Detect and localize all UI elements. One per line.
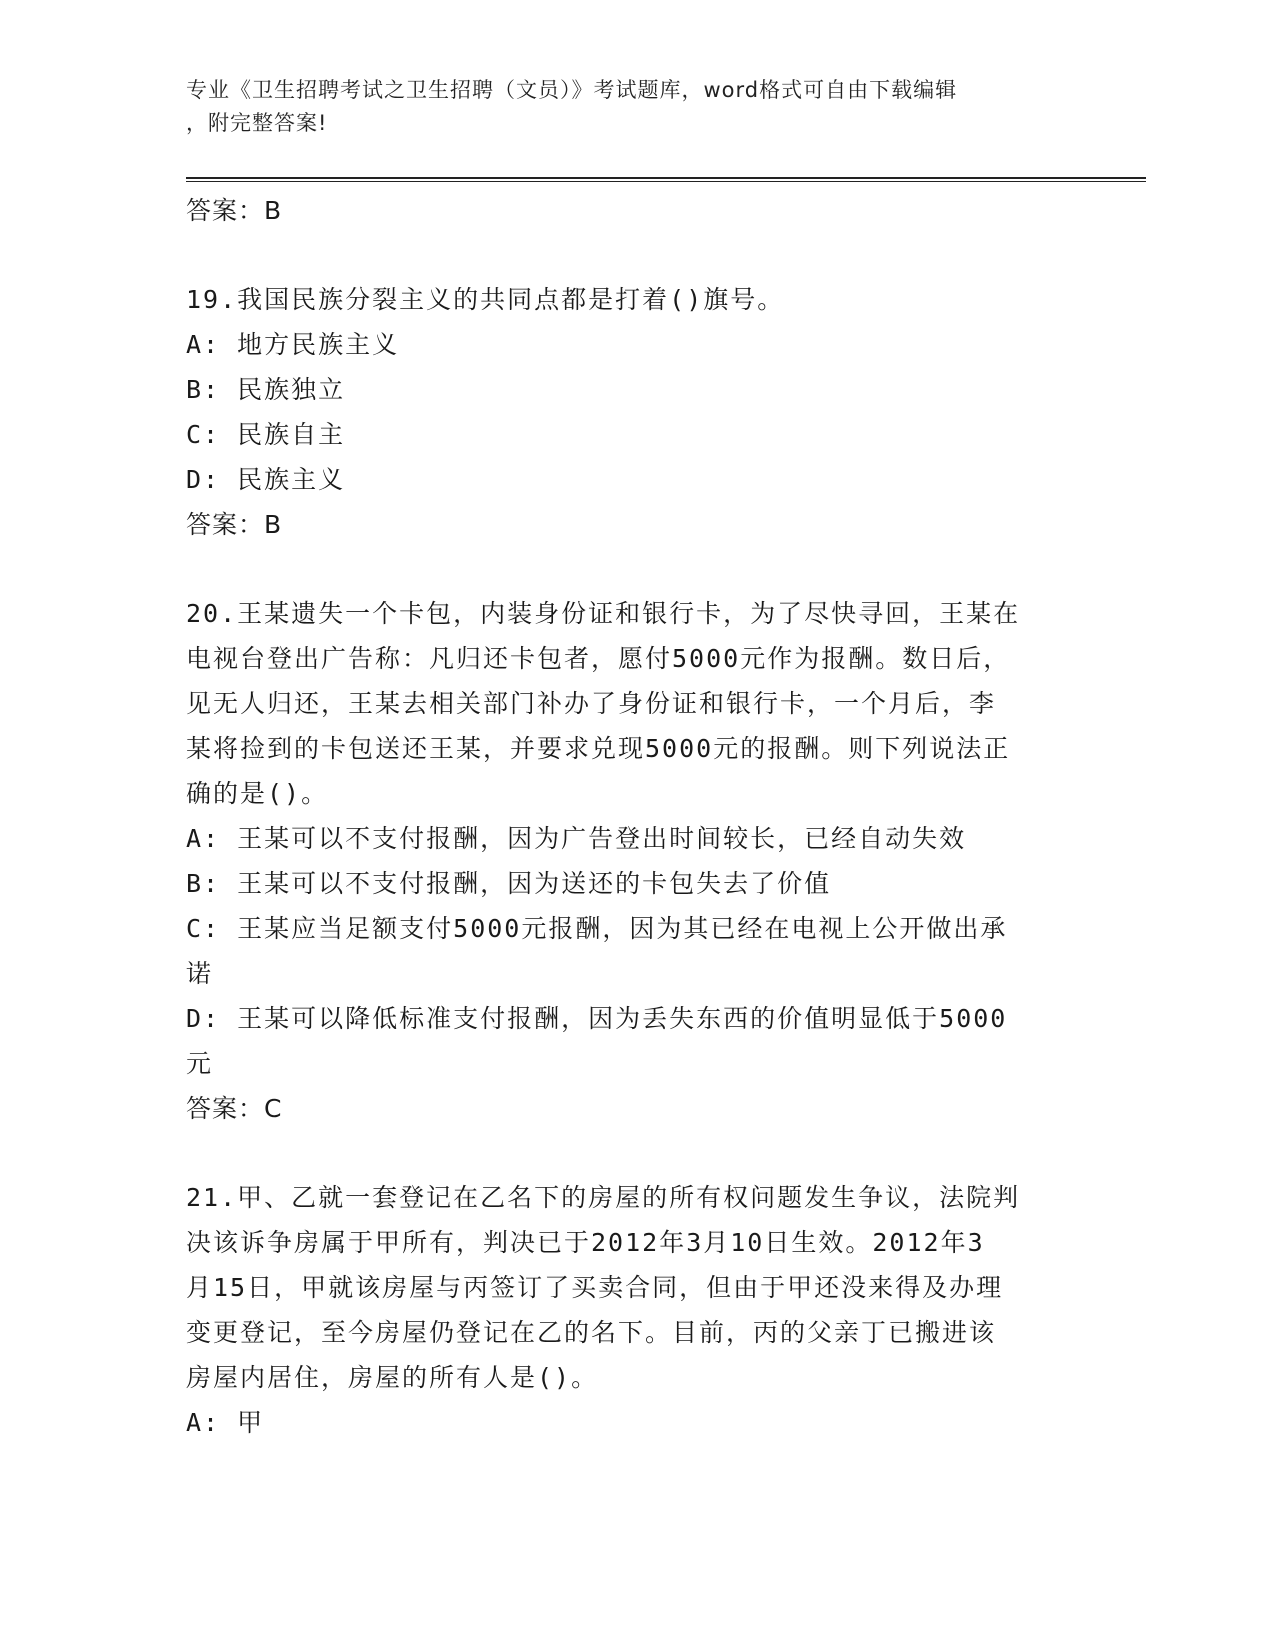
question-19-option-a: A: 地方民族主义 bbox=[186, 330, 400, 359]
question-21-text-line: 房屋内居住，房屋的所有人是()。 bbox=[186, 1363, 599, 1392]
question-20-option-c-cont: 诺 bbox=[186, 959, 214, 988]
question-20-text-line: 见无人归还，王某去相关部门补办了身份证和银行卡，一个月后，李 bbox=[186, 689, 997, 718]
question-20-text-line: 确的是()。 bbox=[186, 779, 329, 808]
question-19-option-c: C: 民族自主 bbox=[186, 420, 346, 449]
question-21 bbox=[186, 1175, 1076, 1445]
question-20-option-b: B: 王某可以不支付报酬，因为送还的卡包失去了价值 bbox=[186, 869, 832, 898]
question-21-text-line: 决该诉争房属于甲所有，判决已于2012年3月10日生效。2012年3 bbox=[186, 1228, 985, 1257]
question-21-text-line: 变更登记，至今房屋仍登记在乙的名下。目前，丙的父亲丁已搬进该 bbox=[186, 1318, 997, 1347]
spacer bbox=[186, 547, 1076, 591]
question-19-option-d: D: 民族主义 bbox=[186, 465, 346, 494]
answer-18: 答案：B bbox=[186, 196, 283, 225]
document-header bbox=[186, 74, 1056, 140]
spacer bbox=[186, 233, 1076, 277]
question-20-option-d: D: 王某可以降低标准支付报酬，因为丢失东西的价值明显低于5000 bbox=[186, 1004, 1008, 1033]
spacer bbox=[186, 1131, 1076, 1175]
question-20-text-line: 某将捡到的卡包送还王某，并要求兑现5000元的报酬。则下列说法正 bbox=[186, 734, 1011, 763]
question-21-option-a: A: 甲 bbox=[186, 1408, 265, 1437]
answer-19: 答案：B bbox=[186, 510, 283, 539]
question-19-text: 19.我国民族分裂主义的共同点都是打着()旗号。 bbox=[186, 285, 785, 314]
header-line-2: ，附完整答案! bbox=[186, 111, 328, 135]
question-19-option-b: B: 民族独立 bbox=[186, 375, 346, 404]
question-20-text-line: 电视台登出广告称：凡归还卡包者，愿付5000元作为报酬。数日后， bbox=[186, 644, 1011, 673]
answer-20: 答案：C bbox=[186, 1094, 283, 1123]
header-line-1: 专业《卫生招聘考试之卫生招聘（文员）》考试题库，word格式可自由下载编辑 bbox=[186, 78, 958, 102]
question-21-text-line: 月15日，甲就该房屋与丙签订了买卖合同，但由于甲还没来得及办理 bbox=[186, 1273, 1004, 1302]
question-21-text-line: 21.甲、乙就一套登记在乙名下的房屋的所有权问题发生争议，法院判 bbox=[186, 1183, 1021, 1212]
question-20-option-c: C: 王某应当足额支付5000元报酬，因为其已经在电视上公开做出承 bbox=[186, 914, 1008, 943]
header-divider-thick bbox=[186, 177, 1146, 179]
question-20-text-line: 20.王某遗失一个卡包，内装身份证和银行卡，为了尽快寻回，王某在 bbox=[186, 599, 1021, 628]
question-20 bbox=[186, 591, 1076, 1131]
question-20-option-a: A: 王某可以不支付报酬，因为广告登出时间较长，已经自动失效 bbox=[186, 824, 967, 853]
question-20-option-d-cont: 元 bbox=[186, 1049, 214, 1078]
header-divider-thin bbox=[186, 181, 1146, 182]
document-body bbox=[186, 188, 1076, 1445]
question-19 bbox=[186, 277, 1076, 547]
